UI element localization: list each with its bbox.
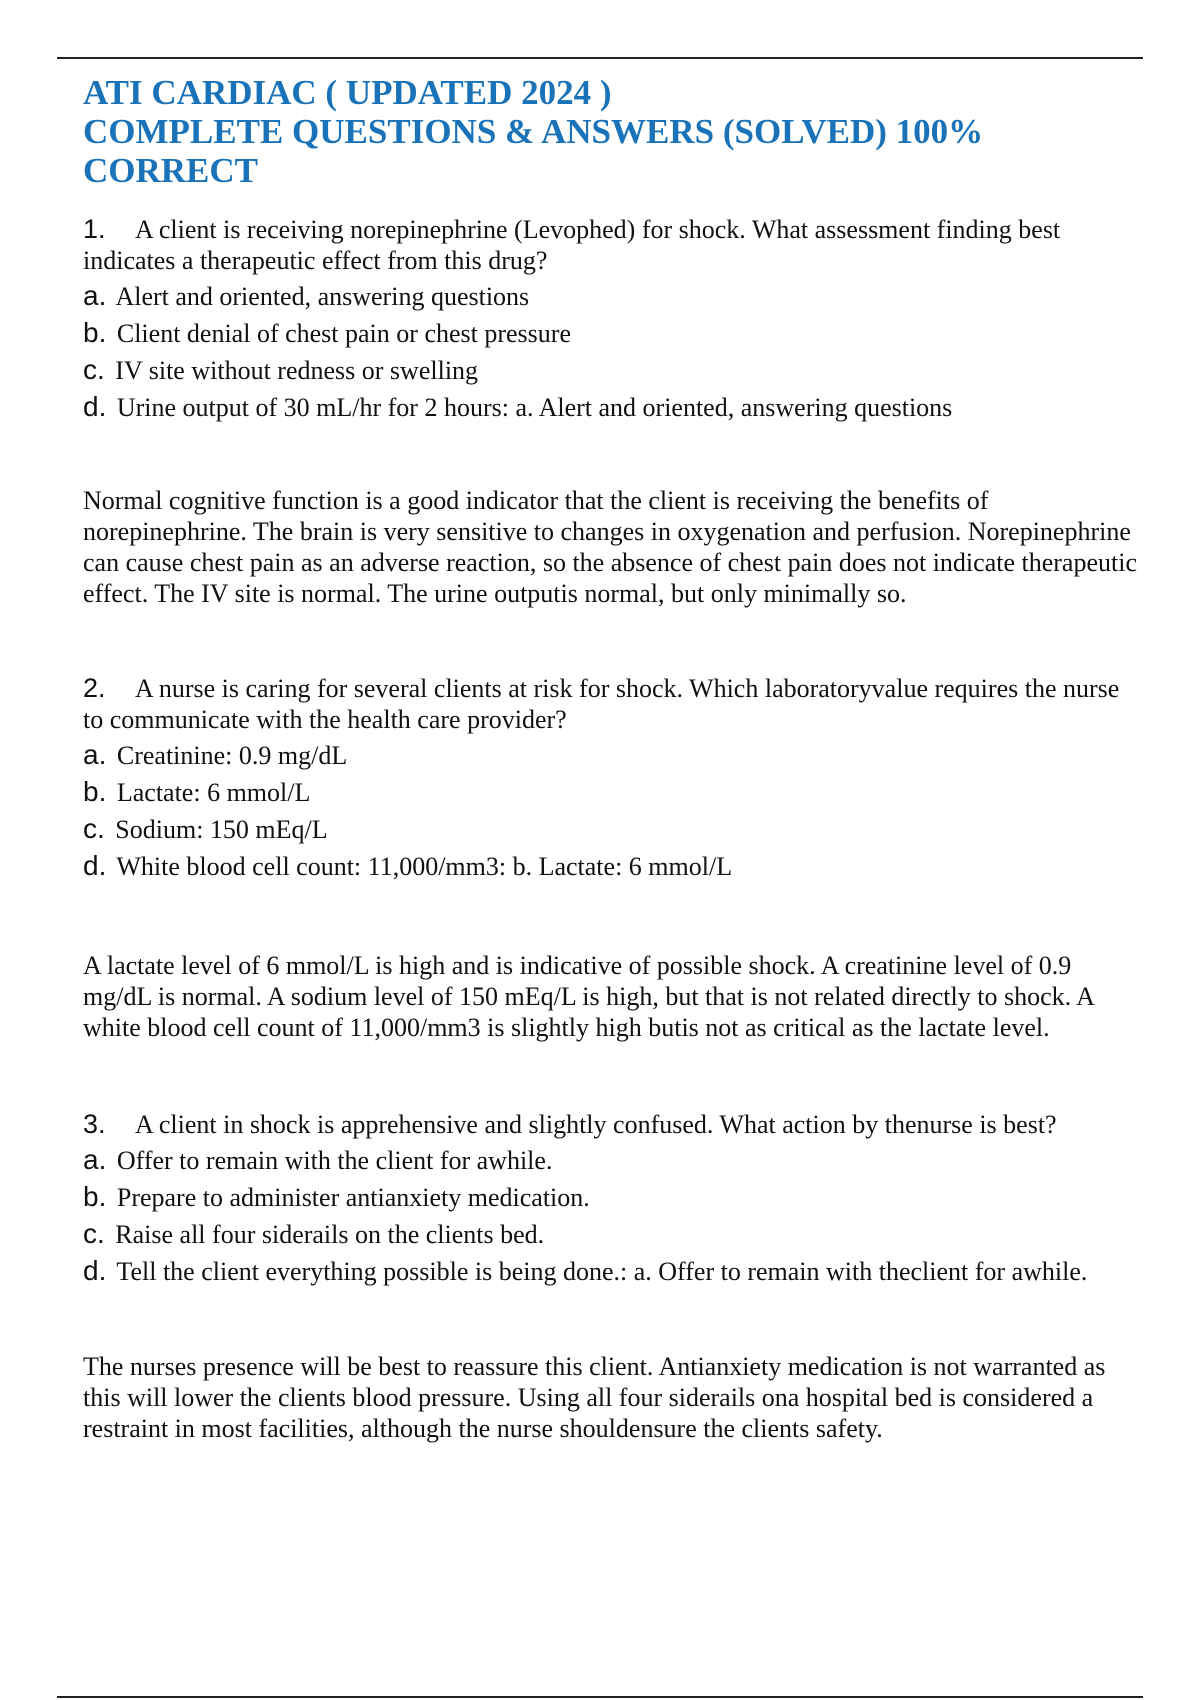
- question-stem: [83, 214, 1143, 276]
- bottom-rule: [57, 1696, 1143, 1698]
- option-label: b.: [83, 317, 107, 348]
- option-d: [83, 391, 1143, 423]
- question-text: A nurse is caring for several clients at risk for shock. Which laboratoryvalue requires the nurse to communicate with the health care provider?: [83, 674, 1120, 734]
- question-text: A client in shock is apprehensive and slightly confused. What action by thenurse is best?: [135, 1110, 1057, 1139]
- answer-explanation: The nurses presence will be best to reassure this client. Antianxiety medication is not warranted as this will lower the clients blood pressure. Using all four siderails ona hospital bed is considered a restraint in most facilities, although the nurse shouldensure the clients safety.: [83, 1352, 1106, 1443]
- option-text: Offer to remain with the client for awhile.: [116, 1146, 553, 1175]
- option-text: Prepare to administer antianxiety medication.: [116, 1183, 590, 1212]
- option-text: Urine output of 30 mL/hr for 2 hours: a. Alert and oriented, answering questions: [116, 393, 953, 422]
- question-stem: [83, 673, 1143, 735]
- option-a: [83, 280, 1143, 312]
- option-b: [83, 317, 1143, 349]
- question-number: 3.: [83, 1109, 106, 1139]
- question-number: 2.: [83, 673, 106, 703]
- option-c: [83, 813, 1143, 845]
- answer-options: [83, 280, 1143, 423]
- option-label: a.: [83, 280, 107, 311]
- option-b: [83, 1181, 1143, 1213]
- option-label: b.: [83, 1181, 107, 1212]
- option-text: IV site without redness or swelling: [115, 356, 479, 385]
- option-c: [83, 1218, 1143, 1250]
- answer-options: [83, 739, 1143, 882]
- question-stem: [83, 1109, 1143, 1140]
- option-label: a.: [83, 1144, 107, 1175]
- option-label: d.: [83, 1255, 107, 1286]
- title-line-3: CORRECT: [83, 151, 259, 190]
- option-label: c.: [83, 354, 105, 385]
- question-1: [83, 214, 1143, 609]
- answer-options: [83, 1144, 1143, 1287]
- option-text: Tell the client everything possible is being done.: a. Offer to remain with theclient for awhile.: [116, 1257, 1088, 1286]
- option-c: [83, 354, 1143, 386]
- option-text: Alert and oriented, answering questions: [115, 282, 530, 311]
- option-label: a.: [83, 739, 107, 770]
- option-text: Creatinine: 0.9 mg/dL: [116, 741, 348, 770]
- option-text: White blood cell count: 11,000/mm3: b. Lactate: 6 mmol/L: [116, 852, 733, 881]
- option-label: b.: [83, 776, 107, 807]
- document-title: [83, 73, 1143, 190]
- title-line-2: COMPLETE QUESTIONS & ANSWERS (SOLVED) 100%: [83, 112, 984, 151]
- option-label: c.: [83, 813, 105, 844]
- option-text: Client denial of chest pain or chest pressure: [116, 319, 571, 348]
- question-2: [83, 673, 1143, 1043]
- option-text: Sodium: 150 mEq/L: [115, 815, 328, 844]
- answer-explanation: A lactate level of 6 mmol/L is high and is indicative of possible shock. A creatinine level of 0.9 mg/dL is normal. A sodium level of 150 mEq/L is high, but that is not related directly to shock. A white blood cell count of 11,000/mm3 is slightly high butis not as critical as the lactate level.: [83, 951, 1094, 1042]
- question-3: [83, 1109, 1143, 1444]
- option-label: d.: [83, 850, 107, 881]
- answer-explanation: Normal cognitive function is a good indicator that the client is receiving the benefits of norepinephrine. The brain is very sensitive to changes in oxygenation and perfusion. Norepinephrine can cause chest pain as an adverse reaction, so the absence of chest pain does not indicate therapeutic effect. The IV site is normal. The urine outputis normal, but only minimally so.: [83, 486, 1137, 608]
- question-number: 1.: [83, 214, 106, 244]
- question-text: A client is receiving norepinephrine (Levophed) for shock. What assessment finding best indicates a therapeutic effect from this drug?: [83, 215, 1061, 275]
- title-line-1: ATI CARDIAC ( UPDATED 2024 ): [83, 73, 612, 112]
- option-b: [83, 776, 1143, 808]
- option-a: [83, 739, 1143, 771]
- option-label: d.: [83, 391, 107, 422]
- option-d: [83, 850, 1143, 882]
- document-content: [83, 73, 1143, 1444]
- option-text: Lactate: 6 mmol/L: [116, 778, 311, 807]
- option-text: Raise all four siderails on the clients bed.: [115, 1220, 545, 1249]
- option-d: [83, 1255, 1143, 1287]
- option-a: [83, 1144, 1143, 1176]
- option-label: c.: [83, 1218, 105, 1249]
- top-rule: [57, 57, 1143, 59]
